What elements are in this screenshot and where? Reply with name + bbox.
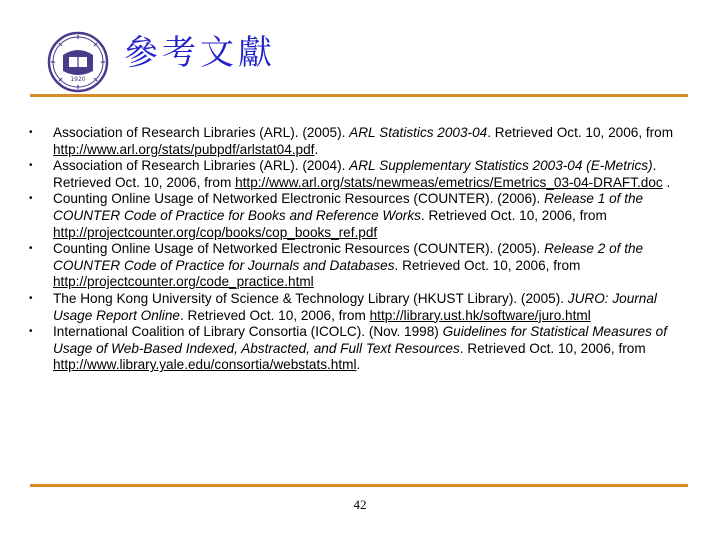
reference-bullet: •: [29, 127, 33, 138]
reference-title: ARL Statistics 2003-04: [349, 125, 488, 140]
reference-link[interactable]: http://www.arl.org/stats/pubpdf/arlstat04.pdf: [53, 141, 315, 157]
reference-trail: .: [662, 174, 671, 190]
reference-retrieved: . Retrieved Oct. 10, 2006, from: [53, 158, 657, 190]
reference-link[interactable]: http://projectcounter.org/cop/books/cop_books_ref.pdf: [53, 224, 378, 240]
reference-bullet: •: [29, 193, 33, 205]
reference-title: JURO: Journal Usage Report Online: [53, 290, 657, 323]
reference-bullet: •: [29, 326, 33, 338]
reference-link[interactable]: http://library.ust.hk/software/juro.html: [369, 307, 591, 323]
reference-retrieved: . Retrieved Oct. 10, 2006, from: [487, 125, 674, 140]
reference-title: Release 2 of the COUNTER Code of Practice for Journals and Databases: [53, 241, 644, 273]
reference-author: Association of Research Libraries (ARL). (2005).: [53, 125, 350, 140]
reference-link[interactable]: http://www.arl.org/stats/newmeas/emetrics/Emetrics_03-04-DRAFT.doc: [235, 174, 663, 190]
reference-link[interactable]: http://projectcounter.org/code_practice.html: [53, 274, 314, 290]
seal-year-text: 1920: [70, 76, 86, 83]
reference-item: [26, 291, 690, 324]
bottom-divider: [30, 484, 688, 487]
reference-bullet: •: [29, 292, 33, 304]
reference-author: Association of Research Libraries (ARL). (2004).: [53, 158, 350, 174]
reference-retrieved: . Retrieved Oct. 10, 2006, from: [420, 207, 607, 223]
reference-trail: .: [356, 357, 361, 373]
reference-title: Release 1 of the COUNTER Code of Practice for Books and Reference Works: [53, 191, 644, 223]
reference-item: [26, 125, 690, 158]
reference-retrieved: . Retrieved Oct. 10, 2006, from: [459, 340, 646, 356]
reference-title: Guidelines for Statistical Measures of Usage of Web-Based Indexed, Abstracted, and Full Text Resources: [53, 324, 668, 356]
reference-author: Counting Online Usage of Networked Electronic Resources (COUNTER). (2005).: [53, 241, 545, 257]
reference-bullet: •: [29, 160, 33, 172]
reference-bullet: •: [29, 243, 33, 255]
reference-item: [26, 158, 690, 191]
reference-author: Counting Online Usage of Networked Electronic Resources (COUNTER). (2006).: [53, 191, 545, 207]
reference-retrieved: . Retrieved Oct. 10, 2006, from: [179, 307, 370, 323]
reference-item: [26, 241, 690, 291]
page-title: 參考文獻: [124, 33, 276, 73]
reference-retrieved: . Retrieved Oct. 10, 2006, from: [394, 257, 581, 273]
reference-item: [26, 324, 690, 374]
reference-title: ARL Supplementary Statistics 2003-04 (E-Metrics): [349, 158, 653, 174]
page-number: 42: [353, 497, 367, 512]
reference-author: The Hong Kong University of Science & Technology Library (HKUST Library). (2005).: [53, 290, 568, 306]
top-divider: [30, 94, 688, 97]
reference-trail: .: [314, 141, 319, 157]
reference-list: [26, 125, 690, 374]
reference-item: [26, 191, 690, 241]
reference-author: International Coalition of Library Consortia (ICOLC). (Nov. 1998): [53, 324, 443, 340]
reference-link[interactable]: http://www.library.yale.edu/consortia/webstats.html: [53, 357, 357, 373]
university-seal-icon: [47, 31, 109, 93]
